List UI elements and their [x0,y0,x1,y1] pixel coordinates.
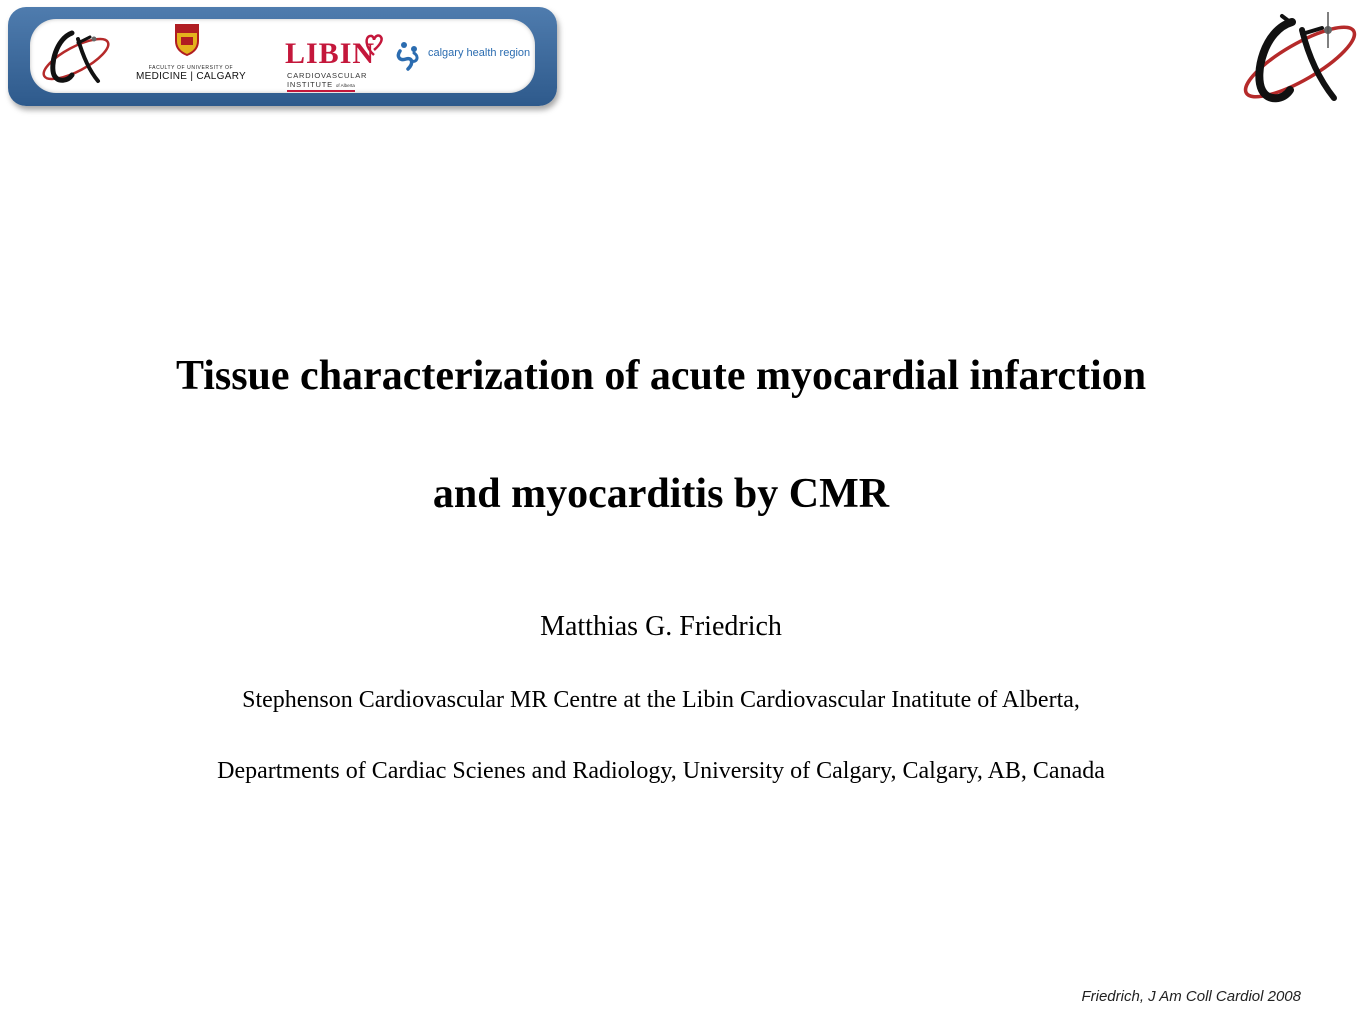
stephenson-cmr-logo-large-icon [1234,8,1364,108]
slide-title-line-2: and myocarditis by CMR [432,471,890,517]
university-crest-icon [174,23,200,57]
university-of-calgary-wordmark [128,65,254,82]
libin-of-alberta-text: of Alberta [335,83,355,88]
author-name: Matthias G. Friedrich [540,611,782,642]
libin-institute-text: INSTITUTE [287,80,333,89]
libin-subtitle-1: CARDIOVASCULAR [287,71,368,80]
logo-banner-panel [30,19,535,93]
calgary-health-region-text: calgary health region [428,47,531,59]
libin-title: LIBIN [285,37,376,70]
citation: Friedrich, J Am Coll Cardiol 2008 [1081,988,1301,1005]
uc-faculty-line: FACULTY OF UNIVERSITY OF [148,65,234,71]
uc-name-line: MEDICINE | CALGARY [135,71,247,82]
calgary-health-region-icon [394,39,424,75]
institution-logo-banner [8,7,557,106]
affiliation-line-1: Stephenson Cardiovascular MR Centre at the Libin Cardiovascular Inatitute of Alberta, [242,687,1080,713]
stephenson-cmr-logo-icon [38,25,114,89]
libin-subtitle-2 [287,80,355,92]
libin-heart-icon [363,31,385,59]
affiliation-line-2: Departments of Cardiac Scienes and Radiology, University of Calgary, Calgary, AB, Canada [217,758,1105,784]
slide-title-line-1: Tissue characterization of acute myocardial infarction [175,353,1147,399]
